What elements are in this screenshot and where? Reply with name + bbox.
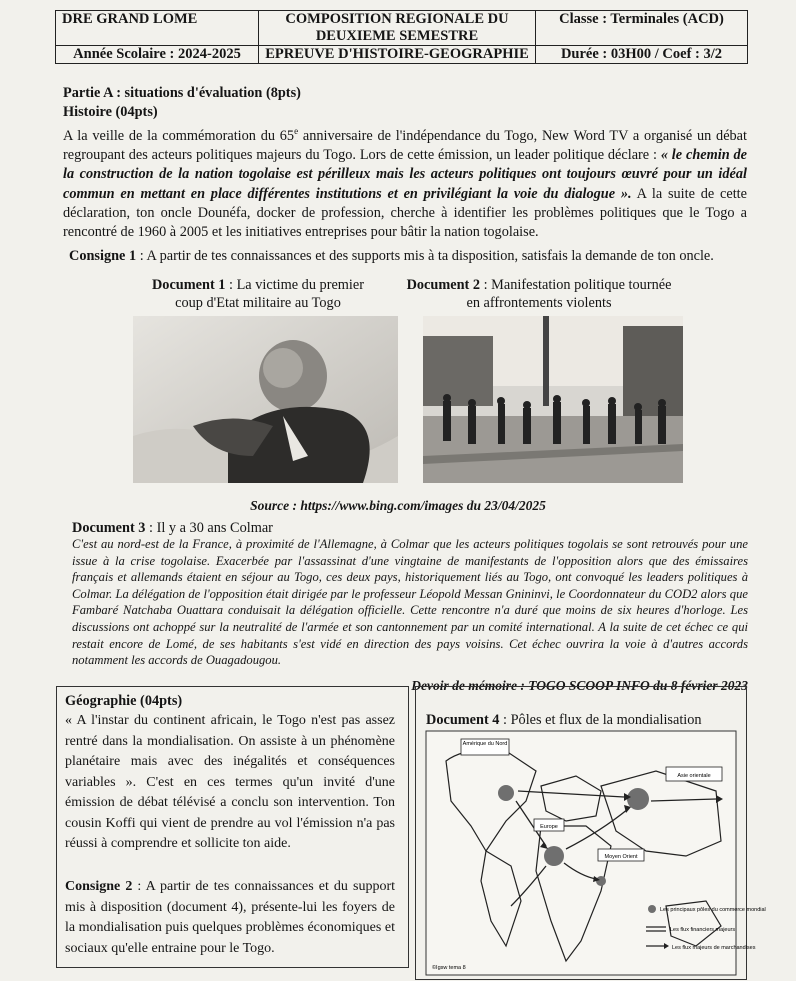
pole-moyen-orient xyxy=(596,876,606,886)
label-moyen-orient: Moyen Orient xyxy=(604,854,638,860)
legend-pole-symbol xyxy=(648,905,656,913)
consigne-2: Consigne 2 : A partir de tes connaissances et du support mis à disposition (document 4), présente-lui les foyers de la mondialisation puis quelques problèmes économiques et sociaux qu'elle entraine pour le Togo. xyxy=(65,879,396,956)
annee-scolaire: Année Scolaire : 2024-2025 xyxy=(56,46,259,64)
mondialisation-map xyxy=(426,731,766,975)
pole-asie-orientale xyxy=(627,788,649,810)
legend-flux-marchandises: Les flux majeurs de marchandises xyxy=(672,945,756,951)
doc2-photo xyxy=(423,316,683,483)
label-europe: Europe xyxy=(540,824,558,830)
epreuve: EPREUVE D'HISTOIRE-GEOGRAPHIE xyxy=(259,46,536,64)
exam-header xyxy=(55,10,748,64)
label-amerique: Amérique du Nord xyxy=(462,741,508,747)
institution: DRE GRAND LOME xyxy=(56,11,259,46)
doc3-title: Document 3 : Il y a 30 ans Colmar xyxy=(72,520,273,536)
legend-poles: Les principaux pôles du commerce mondial xyxy=(660,907,766,913)
doc3-source: Devoir de mémoire : TOGO SCOOP INFO du 8 février 2023 xyxy=(411,678,748,693)
duree-coef: Durée : 03H00 / Coef : 3/2 xyxy=(536,46,748,64)
geographie-text: « A l'instar du continent africain, le Togo n'est pas assez rentré dans la mondialisation. On assiste à un phénomène planétaire mais avec des inégalités et conséquences variables ». C'est en ces termes qu'un invité d'une émission de débat télévisé a conclu son intervention. Ton cousin Koffi qui vient de prendre au vol l'émission n'a pas réussi à comprendre et sollicite ton aide. xyxy=(65,713,395,851)
legend-flux-financiers: Les flux financiers majeurs xyxy=(670,927,736,933)
label-asie: Asie orientale xyxy=(677,773,711,779)
leader-quote: « le chemin de la construction de la nation togolaise est périlleux mais les acteurs politiques ont toujours œuvré pour un idéal commun en mettant en place différentes institutions et en privilégiant la voie du dialogue ». xyxy=(63,147,747,202)
doc2-caption: Document 2 : Manifestation politique tournée en affrontements violents xyxy=(406,277,672,311)
exam-title: COMPOSITION REGIONALE DU DEUXIEME SEMESTRE xyxy=(259,11,536,46)
doc1-caption: Document 1 : La victime du premier coup d'Etat militaire au Togo xyxy=(151,277,365,311)
map-credit: ©Igsw tema 8 xyxy=(432,965,466,971)
doc4-caption: Document 4 : Pôles et flux de la mondialisation xyxy=(426,712,702,728)
images-source: Source : https://www.bing.com/images du 23/04/2025 xyxy=(250,498,546,513)
pole-amerique-du-nord xyxy=(498,785,514,801)
pole-europe xyxy=(544,846,564,866)
doc4-box xyxy=(415,686,766,980)
doc3-text: C'est au nord-est de la France, à proximité de l'Allemagne, à Colmar que les acteurs politiques togolais se sont retrouvés pour une issue à la crise togolaise. Exacerbée par l'assassinat d'une vingtaine de manifestants de l'opposition alors que des émissaires français et allemands étaient en séjour au Togo, ces deux pays, historiquement liés au Togo, ont convoqué les leaders politiques à Colmar. La délégation de l'opposition était dirigée par le professeur Léopold Messan Gnininvi, le Coordonnateur du COD2 alors que Fambaré Natchaba Ouattara conduisait la délégation officielle. Cette rencontre n'a duré que moins de six heures d'horloge. Les discussions ont achoppé sur la neutralité de l'armée et son cantonnement par un comité international. A la suite de cet échec ce qui restait encore de Lomé, de ses habitants s'est vidé en direction des pays voisins. Cet échec ouvrira la voie à d'autres accords notamment les accords de Ouagadougou. xyxy=(72,537,748,668)
geographie-title: Géographie (04pts) xyxy=(65,693,183,709)
classe: Classe : Terminales (ACD) xyxy=(536,11,748,46)
histoire-intro: A la veille de la commémoration du 65e anniversaire de l'indépendance du Togo, New Word TV a organisé un débat regroupant des acteurs politiques majeurs du Togo. Lors de cette émission, un leader politique déclare : « le chemin de la construction de la nation togolaise est périlleux mais les acteurs politiques ont toujours œuvré pour un idéal commun en mettant en place différentes institutions et en privilégiant la voie du dialogue ». A la suite de cette déclaration, ton oncle Dounéfa, docker de profession, cherche à identifier les problèmes politiques que le Togo a rencontré de 1960 à 2005 et les initiatives entreprises pour bâtir la nation togolaise. xyxy=(63,126,748,241)
histoire-title: Histoire (04pts) xyxy=(63,104,158,120)
doc1-photo-image xyxy=(133,316,398,483)
geographie-box xyxy=(56,686,409,968)
doc1-photo xyxy=(133,316,398,483)
consigne-1: Consigne 1 : A partir de tes connaissances et des supports mis à ta disposition, satisfais la demande de ton oncle. xyxy=(69,248,714,264)
doc2-photo-image xyxy=(423,316,683,483)
partie-a-title: Partie A : situations d'évaluation (8pts) xyxy=(63,85,301,101)
